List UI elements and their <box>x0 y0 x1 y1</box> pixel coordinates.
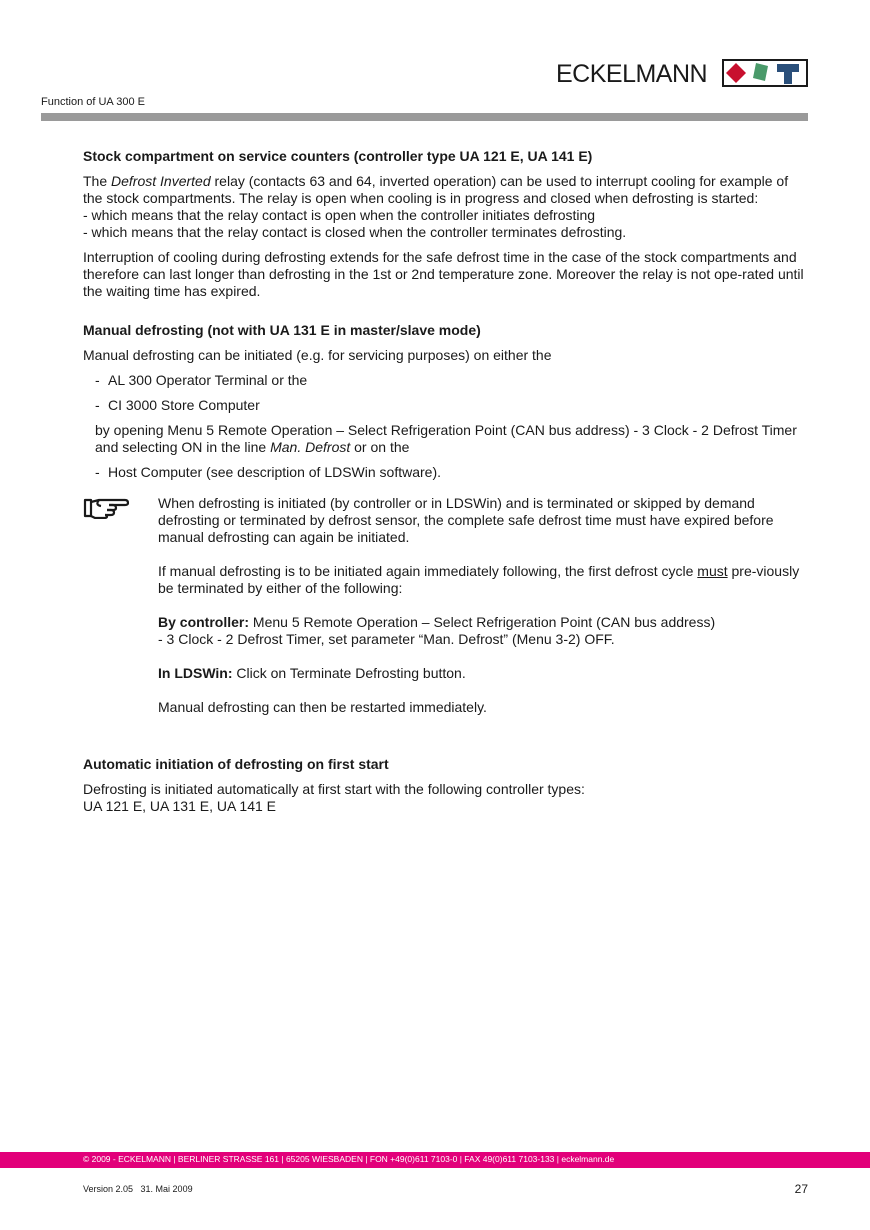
emphasis-text: Man. Defrost <box>270 439 351 455</box>
paragraph-interruption: Interruption of cooling during defrosting extends for the safe defrost time in the case of the stock compartments and therefore can last longer than defrosting in the 1st or 2nd temperature zone. Moreover the relay is not ope-rated until the waiting time has expired. <box>83 249 804 299</box>
bold-label: By controller: <box>158 614 250 630</box>
note-paragraph-safe-time: When defrosting is initiated (by controller or in LDSWin) and is terminated or skipped by demand defrosting or terminated by defrost sensor, the complete safe defrost time must have expired before manual defrosting can again be initiated. <box>158 495 774 545</box>
running-head: Function of UA 300 E <box>41 96 145 108</box>
text-line: - which means that the relay contact is closed when the controller terminates defrosting. <box>83 224 627 240</box>
note-block <box>83 495 808 716</box>
text-run: relay (contacts 63 and 64, inverted operation) can be used to interrupt cooling for example of the stock compartments. The relay is open when cooling is in progress and closed when defrosting is started: <box>83 173 789 206</box>
text-run: The <box>83 173 112 189</box>
list-item-text: Host Computer (see description of LDSWin software). <box>108 464 442 480</box>
emphasis-text: Defrost Inverted <box>111 173 211 189</box>
eckelmann-logo <box>556 57 808 89</box>
pointing-hand-icon <box>83 497 129 519</box>
list-dash: - <box>95 464 100 480</box>
paragraph-manual-intro: Manual defrosting can be initiated (e.g. for servicing purposes) on either the <box>83 347 552 363</box>
paragraph-defrost-inverted <box>83 173 808 241</box>
text-line: UA 121 E, UA 131 E, UA 141 E <box>83 798 277 814</box>
host-list <box>95 464 808 481</box>
paragraph-menu-continuation <box>95 422 808 456</box>
version-label: Version 2.05 31. Mai 2009 <box>83 1184 193 1194</box>
page-content <box>83 148 808 823</box>
footer-copyright: © 2009 - ECKELMANN | BERLINER STRASSE 161 | 65205 WIESBADEN | FON +49(0)611 7103-0 | FAX 49(0)611 7103-133 | eckelmann.de <box>83 1154 615 1164</box>
list-dash: - <box>95 397 100 413</box>
text-line: Defrosting is initiated automatically at first start with the following controller types: <box>83 781 585 797</box>
section-heading-automatic-initiation: Automatic initiation of defrosting on first start <box>83 756 389 772</box>
section-heading-manual-defrosting: Manual defrosting (not with UA 131 E in master/slave mode) <box>83 322 481 338</box>
text-run: pre-viously be terminated by either of the following: <box>158 563 800 596</box>
underlined-text: must <box>697 563 728 579</box>
list-item <box>95 464 808 481</box>
logo-squares-icon <box>722 59 808 87</box>
text-run: Click on Terminate Defrosting button. <box>232 665 466 681</box>
text-run: Menu 5 Remote Operation – Select Refrigeration Point (CAN bus address) <box>249 614 716 630</box>
list-item <box>95 372 808 389</box>
header-divider <box>41 113 808 121</box>
note-paragraph-ldswin <box>158 665 808 682</box>
note-paragraph-by-controller <box>158 614 808 648</box>
text-line: - which means that the relay contact is open when the controller initiates defrosting <box>83 207 596 223</box>
bold-label: In LDSWin: <box>158 665 233 681</box>
note-paragraph-restart: Manual defrosting can then be restarted immediately. <box>158 699 487 715</box>
paragraph-automatic <box>83 781 808 815</box>
section-heading-stock-compartment: Stock compartment on service counters (controller type UA 121 E, UA 141 E) <box>83 148 593 164</box>
logo-wordmark: ECKELMANN <box>556 60 708 88</box>
text-run: or on the <box>350 439 410 455</box>
text-run: by opening Menu 5 Remote Operation – Select Refrigeration Point (CAN bus address) - 3 Clock - 2 Defrost Timer and selecting ON in the line <box>95 422 797 455</box>
page-number: 27 <box>794 1182 808 1196</box>
text-run: If manual defrosting is to be initiated again immediately following, the first defrost cycle <box>158 563 698 579</box>
list-item-text: CI 3000 Store Computer <box>108 397 260 413</box>
text-line: - 3 Clock - 2 Defrost Timer, set parameter “Man. Defrost” (Menu 3-2) OFF. <box>158 631 615 647</box>
device-list <box>95 372 808 414</box>
list-dash: - <box>95 372 100 388</box>
note-paragraph-must <box>158 563 808 597</box>
list-item <box>95 397 808 414</box>
list-item-text: AL 300 Operator Terminal or the <box>108 372 308 388</box>
